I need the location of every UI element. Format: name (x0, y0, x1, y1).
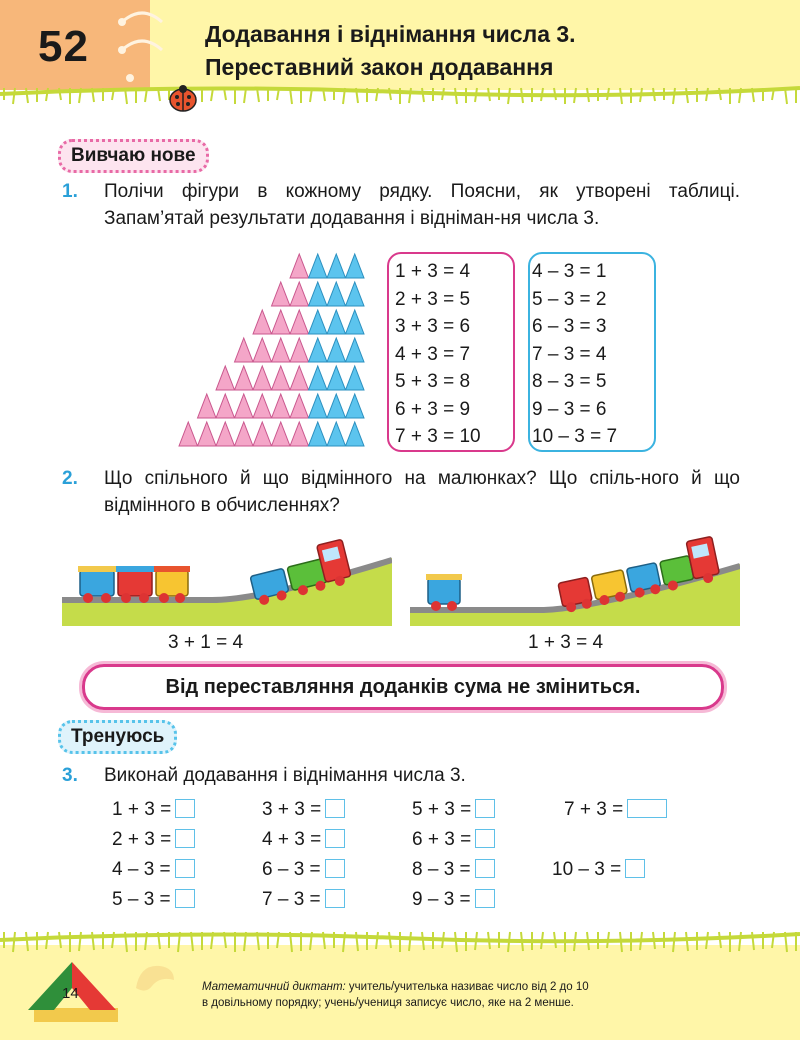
section-label-new: Вивчаю нове (58, 139, 209, 173)
pink-triangle (272, 366, 291, 390)
ladybug-icon (166, 84, 200, 114)
answer-box[interactable] (475, 889, 495, 908)
blue-triangle (327, 254, 346, 278)
exercise-item (112, 825, 195, 855)
caption-left: 3 + 1 = 4 (168, 632, 244, 653)
pink-triangle (290, 310, 309, 334)
exercise-expression: 1 + 3 = (112, 799, 172, 820)
rule-box: Від переставляння доданків сума не зміниться. (82, 664, 724, 710)
exercise-expression: 4 + 3 = (262, 829, 322, 850)
answer-box[interactable] (625, 859, 645, 878)
subtraction-equation: 4 – 3 = 1 (532, 261, 607, 282)
subtraction-equation: 6 – 3 = 3 (532, 316, 607, 337)
page-title (205, 18, 576, 84)
exercise-expression: 8 – 3 = (412, 859, 471, 880)
footnote-line-2: в довільному порядку; учень/учениця записує число, яке на 2 менше. (202, 997, 574, 1009)
page-number: 14 (62, 985, 79, 1002)
pink-triangle (272, 394, 291, 418)
pink-triangle (272, 282, 291, 306)
exercise-item (112, 855, 195, 885)
answer-box[interactable] (325, 829, 345, 848)
addition-equation: 1 + 3 = 4 (395, 261, 471, 282)
grass-border-bottom (0, 922, 800, 954)
subtraction-equation: 8 – 3 = 5 (532, 371, 607, 392)
exercise-item (262, 855, 345, 885)
blue-triangle (309, 310, 328, 334)
addition-equation: 4 + 3 = 7 (395, 343, 471, 365)
exercise-item (112, 885, 195, 915)
exercise-expression: 6 – 3 = (262, 859, 321, 880)
arc-decoration (112, 4, 172, 84)
pink-triangle (216, 366, 235, 390)
blue-triangle (327, 422, 346, 446)
exercise-item (112, 795, 195, 825)
pink-triangle (290, 338, 309, 362)
blue-triangle (346, 366, 365, 390)
task1-text: Полічи фігури в кожному рядку. Поясни, як утворені таблиці. Запам’ятай результати додавання і відніман-ня числа 3. (104, 181, 740, 229)
pink-triangle (290, 422, 309, 446)
triangle-rows (170, 252, 370, 450)
exercise-item (412, 885, 495, 915)
exercise-item (262, 795, 345, 825)
pink-triangle (290, 254, 309, 278)
pink-triangle (198, 422, 217, 446)
blue-triangle (327, 338, 346, 362)
exercise-expression: 2 + 3 = (112, 829, 172, 850)
answer-box[interactable] (475, 829, 495, 848)
exercise-item (564, 795, 667, 825)
exercise-item (262, 885, 345, 915)
lesson-number: 52 (38, 22, 89, 71)
section-label-practice: Тренуюсь (58, 720, 177, 754)
footnote-line-1: учитель/учителька називає число від 2 до 10 (345, 981, 589, 993)
pink-triangle (235, 366, 254, 390)
exercise-item (412, 795, 495, 825)
subtraction-equation: 10 – 3 = 7 (532, 426, 618, 447)
blue-triangle (309, 338, 328, 362)
answer-box[interactable] (175, 829, 195, 848)
pink-triangle (290, 282, 309, 306)
answer-box[interactable] (475, 859, 495, 878)
blue-triangle (327, 366, 346, 390)
pink-triangle (272, 338, 291, 362)
wagon-blue (426, 574, 462, 611)
exercise-expression: 5 – 3 = (112, 889, 171, 910)
blue-triangle (309, 282, 328, 306)
pink-triangle (272, 422, 291, 446)
blue-triangle (309, 366, 328, 390)
blue-triangle (346, 254, 365, 278)
pink-triangle (253, 366, 272, 390)
blue-triangle (309, 422, 328, 446)
grass-border-top (0, 82, 800, 108)
subtraction-equation: 7 – 3 = 4 (532, 343, 607, 365)
task3-number: 3. (62, 765, 78, 786)
exercise-expression: 9 – 3 = (412, 889, 471, 910)
task2-text: Що спільного й що відмінного на малюнках? Що спіль-ного й що відмінного в обчисленнях? (104, 468, 740, 516)
subtraction-equation: 9 – 3 = 6 (532, 398, 607, 420)
blue-triangle (327, 394, 346, 418)
exercise-item (412, 825, 495, 855)
pink-triangle (290, 394, 309, 418)
answer-box[interactable] (175, 889, 195, 908)
pink-triangle (290, 366, 309, 390)
answer-box[interactable] (475, 799, 495, 818)
blue-triangle (346, 394, 365, 418)
blue-triangle (346, 310, 365, 334)
answer-box[interactable] (627, 799, 667, 818)
answer-box[interactable] (325, 859, 345, 878)
pink-triangle (198, 394, 217, 418)
train-picture-right (410, 524, 740, 626)
task1-number: 1. (62, 181, 78, 202)
addition-equation: 6 + 3 = 9 (395, 398, 471, 420)
addition-equation: 5 + 3 = 8 (395, 371, 471, 392)
exercise-item (552, 855, 645, 885)
task2-number: 2. (62, 468, 78, 489)
exercise-expression: 4 – 3 = (112, 859, 171, 880)
blue-triangle (327, 282, 346, 306)
exercise-item (412, 855, 495, 885)
pink-triangle (179, 422, 198, 446)
footnote-italic: Математичний диктант: (202, 981, 346, 993)
blue-triangle (327, 310, 346, 334)
pink-triangle (253, 338, 272, 362)
pink-triangle (216, 422, 235, 446)
pink-triangle (235, 338, 254, 362)
exercise-expression: 6 + 3 = (412, 829, 472, 850)
pink-triangle (253, 422, 272, 446)
pink-triangle (253, 394, 272, 418)
blue-triangle (346, 338, 365, 362)
answer-box[interactable] (325, 799, 345, 818)
leaf-icon (130, 958, 180, 1000)
task3-text: Виконай додавання і віднімання числа 3. (104, 765, 466, 786)
exercise-expression: 7 + 3 = (564, 799, 624, 820)
exercise-expression: 10 – 3 = (552, 859, 622, 880)
train-picture-left (62, 528, 392, 626)
blue-triangle (346, 422, 365, 446)
answer-box[interactable] (175, 799, 195, 818)
pink-triangle (235, 422, 254, 446)
footnote (202, 979, 589, 1011)
caption-right: 1 + 3 = 4 (528, 632, 604, 653)
pink-triangle (253, 310, 272, 334)
addition-equation: 3 + 3 = 6 (395, 316, 471, 337)
exercise-expression: 5 + 3 = (412, 799, 472, 820)
addition-equation: 7 + 3 = 10 (395, 426, 481, 447)
title-line-2: Переставний закон додавання (205, 54, 554, 80)
pink-triangle (216, 394, 235, 418)
pink-triangle (235, 394, 254, 418)
blue-triangle (346, 282, 365, 306)
exercise-item (262, 825, 345, 855)
exercise-expression: 3 + 3 = (262, 799, 322, 820)
blue-triangle (309, 254, 328, 278)
blue-triangle (309, 394, 328, 418)
pink-triangle (272, 310, 291, 334)
answer-box[interactable] (175, 859, 195, 878)
addition-equation: 2 + 3 = 5 (395, 288, 471, 310)
exercise-expression: 7 – 3 = (262, 889, 321, 910)
answer-box[interactable] (325, 889, 345, 908)
subtraction-equation: 5 – 3 = 2 (532, 288, 607, 310)
title-line-1: Додавання і віднімання числа 3. (205, 21, 576, 47)
addition-table (395, 258, 481, 451)
subtraction-table (532, 258, 617, 451)
